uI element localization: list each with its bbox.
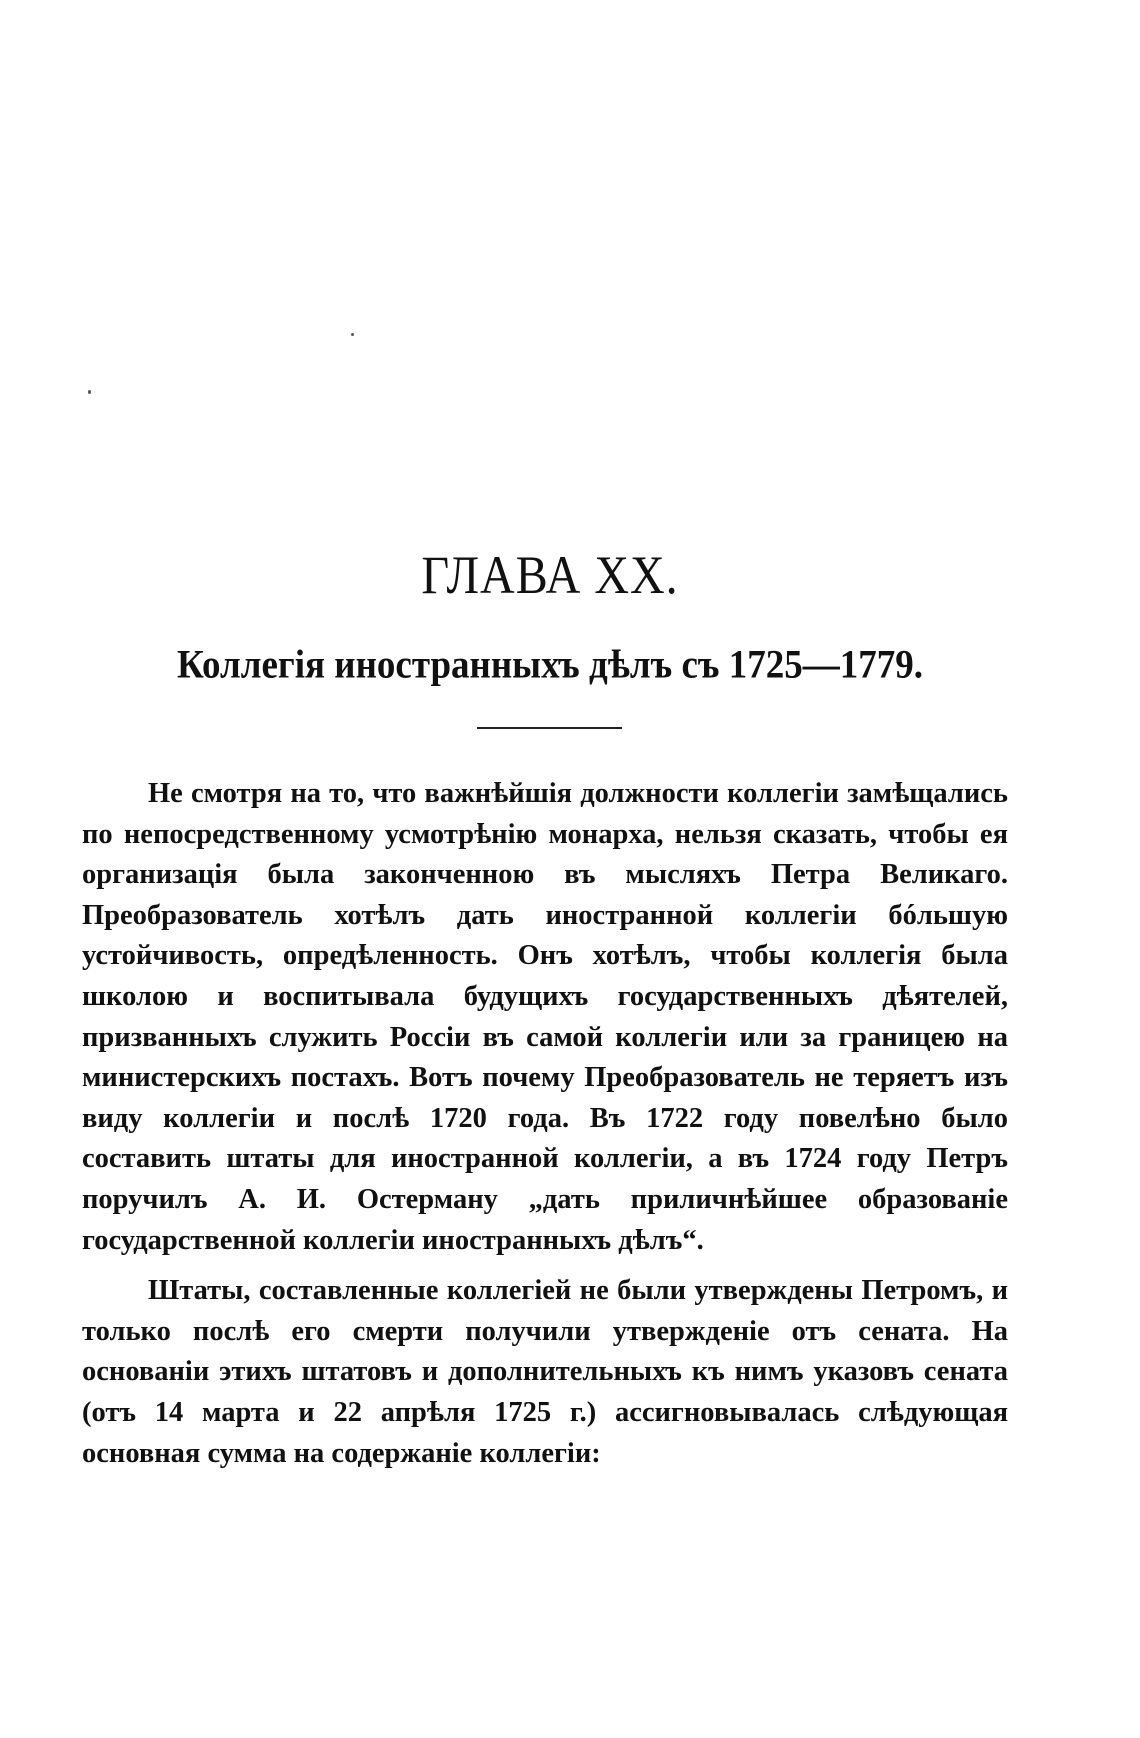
- paragraph: Штаты, составленные коллегіей не были утверждены Петромъ, и только послѣ его смерти получили утвержденіе отъ сената. На основаніи этихъ штатовъ и дополнительныхъ къ нимъ указовъ сената (отъ 14 марта и 22 апрѣля 1725 г.) ассигновывалась слѣдующая основная сумма на содержаніе коллегіи:: [82, 1275, 1008, 1469]
- scan-speck: [351, 333, 354, 336]
- body-text: [82, 774, 1008, 1474]
- scan-speck: [88, 390, 91, 394]
- section-divider: [477, 727, 622, 729]
- chapter-heading: ГЛАВА XX.: [421, 546, 679, 606]
- chapter-subtitle: Коллегія иностранныхъ дѣлъ съ 1725—1779.: [177, 643, 923, 688]
- paragraph: Не смотря на то, что важнѣйшія должности коллегіи замѣщались по непосредственному усмотрѣнію монарха, нельзя сказать, чтобы ея организація была законченною въ мысляхъ Петра Великаго. Преобразователь хотѣлъ дать иностранной коллегіи бóльшую устойчивость, опредѣленность. Онъ хотѣлъ, чтобы коллегія была школою и воспитывала будущихъ государственныхъ дѣятелей, призванныхъ служить Россіи въ самой коллегіи или за границею на министерскихъ постахъ. Вотъ почему Преобразователь не теряетъ изъ виду коллегіи и послѣ 1720 года. Въ 1722 году повелѣно было составить штаты для иностранной коллегіи, а въ 1724 году Петръ поручилъ А. И. Остерману „дать приличнѣйшее образованіе государственной коллегіи иностранныхъ дѣлъ“.: [82, 778, 1008, 1256]
